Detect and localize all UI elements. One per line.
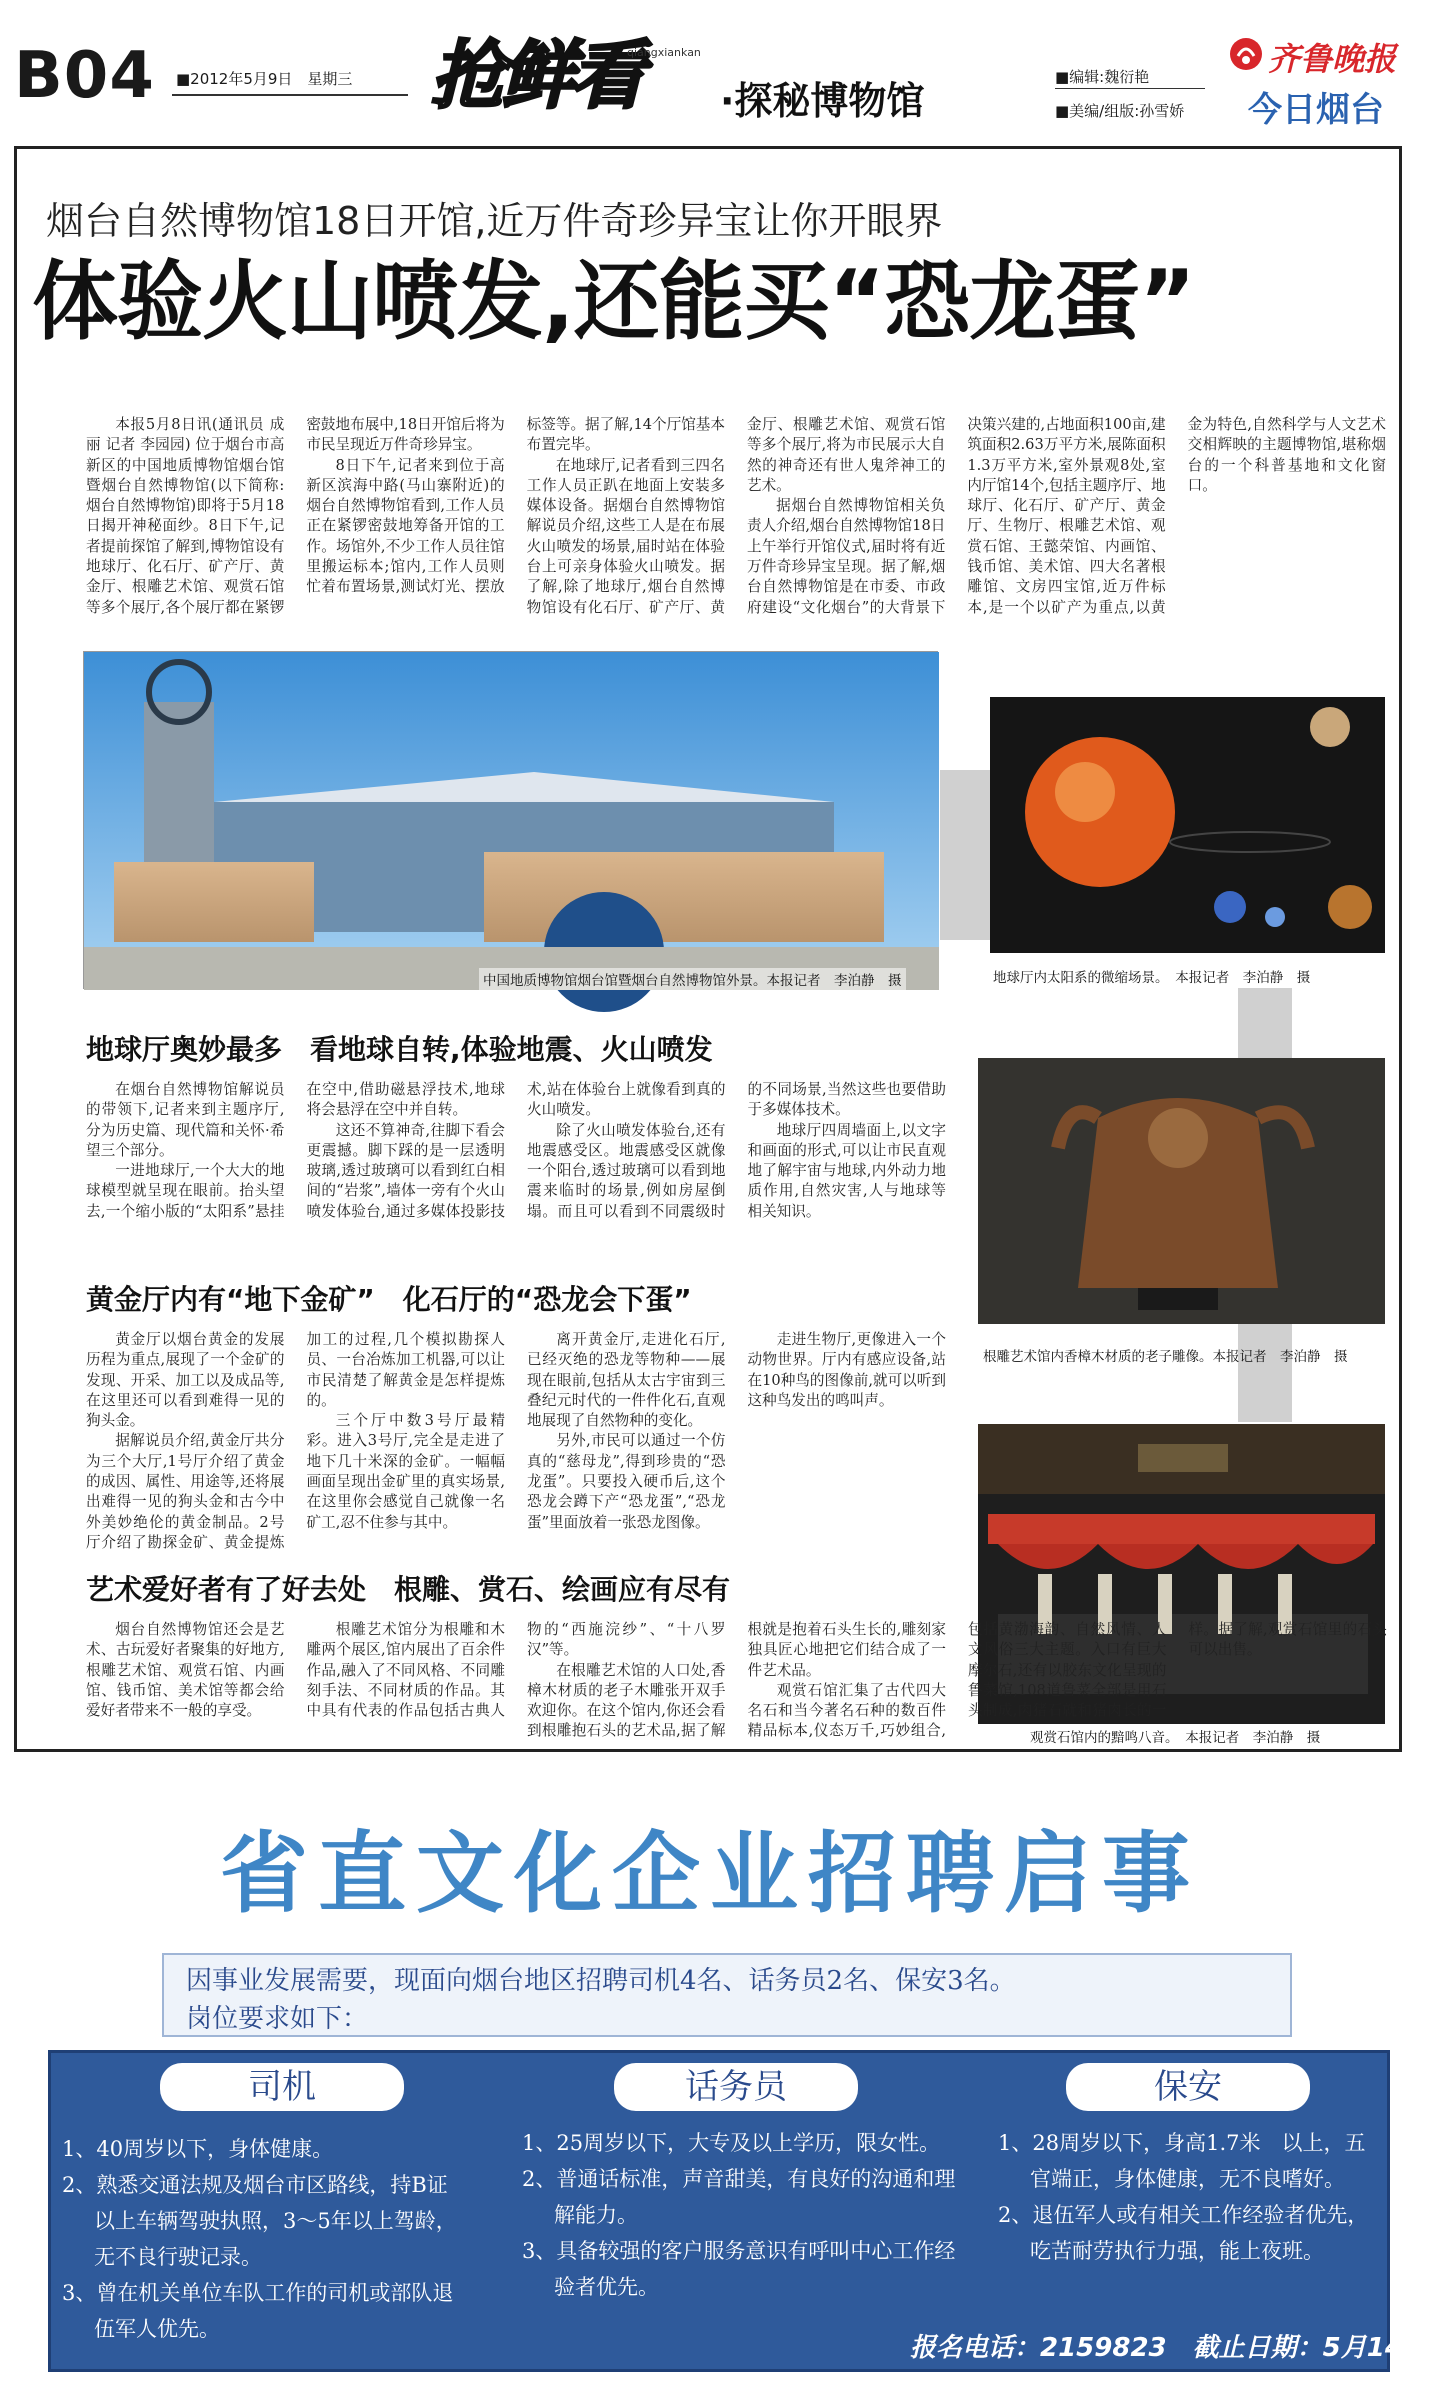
guard-requirements <box>998 2125 1380 2269</box>
driver-heading: 司机 <box>160 2063 404 2111</box>
body-paragraph: 除了火山喷发体验台,还有地震感受区。地震感受区就像一个阳台,透过玻璃可以看到地震来临时的场景,例如房屋倒塌。而且可以看到不同震级时的不同场景,当然这些也要借助于多媒体技术。 <box>527 1081 946 1220</box>
ad-intro-line1: 因事业发展需要，现面向烟台地区招聘司机4名、话务员2名、保安3名。 <box>186 1966 1016 1996</box>
edition-name: 今日烟台 <box>1248 90 1384 130</box>
paper-logo <box>1228 32 1403 78</box>
body-paragraph: 地球厅四周墙面上,以文字和画面的形式,可以让市民直观地了解宇宙与地球,内外动力地质作用,自然灾害,人与地球等相关知识。 <box>747 1121 946 1220</box>
photo-caption: 根雕艺术馆内香樟木材质的老子雕像。本报记者 李泊静 摄 <box>983 1349 1348 1365</box>
article-headline: 体验火山喷发,还能买“恐龙蛋” <box>32 252 1195 352</box>
photo-caption: 中国地质博物馆烟台馆暨烟台自然博物馆外景。本报记者 李泊静 摄 <box>479 968 906 990</box>
solar-system-photo <box>990 697 1385 953</box>
credit-rule <box>1055 88 1205 89</box>
requirement-item: 3、曾在机关单位车队工作的司机或部队退伍军人优先。 <box>62 2281 454 2341</box>
section1-text <box>86 1080 946 1248</box>
issue-date: ■2012年5月9日 星期三 <box>176 70 353 88</box>
body-paragraph: 另外,市民可以通过一个仿真的“慈母龙”,得到珍贵的“恐龙蛋”。只要投入硬币后,这个恐龙会蹲下产“恐龙蛋”,“恐龙蛋”里面放着一张恐龙图像。 <box>527 1432 726 1531</box>
photo-caption: 观赏石馆内的黯鸣八音。 本报记者 李泊静 摄 <box>1030 1730 1321 1746</box>
body-paragraph: 三个厅中数3号厅最精彩。进入3号厅,完全是走进了地下几十米深的金矿。一幅幅画面呈现出金矿里的真实场景,在这里你会感觉自己就像一名矿工,忍不住参与其中。 <box>306 1412 505 1531</box>
requirement-item: 2、熟悉交通法规及烟台市区路线，持B证以上车辆驾驶执照，3～5年以上驾龄，无不良行驶记录。 <box>62 2173 457 2269</box>
grey-band <box>940 770 990 940</box>
museum-exterior-photo <box>83 651 938 989</box>
operator-requirements <box>522 2125 962 2305</box>
ad-intro-line2: 岗位要求如下： <box>186 2004 369 2034</box>
page-number: B04 <box>14 39 155 113</box>
body-paragraph: 观赏石馆汇集了古代四大名石和当今著名石种的数百件精品标本,仪态万千,巧妙组合,包括黄渤海韵、自然风情、人文风俗三大主题。入口有巨大摩尔石,还有以胶东文化呈现的鲁菜馆,108道鲁菜全部是用石头制成,肉猪石就和猪肉长的一样。据了解,观赏石馆里的石头可以出售。 <box>747 1621 1387 1740</box>
body-paragraph: 这还不算神奇,往脚下看会更震撼。脚下踩的是一层透明玻璃,透过玻璃可以看到红白相间的“岩浆”,墙体一旁有个火山喷发体验台,通过多媒体投影技术,站在体验台上就像看到真的火山喷发。 <box>306 1081 726 1220</box>
laozi-carving-illustration <box>978 1058 1385 1324</box>
recruitment-ad <box>14 1805 1429 2378</box>
ad-contact: 报名电话：2159823 截止日期：5月14日 <box>910 2333 1429 2363</box>
intro-paragraph: 在地球厅,记者看到三四名工作人员正趴在地面上安装多媒体设备。据烟台自然博物馆解说员介绍,这些工人是在布展火山喷发的场景,届时站在体验台上可亲身体验火山喷发。据了解,除了地球厅,烟台自然博物馆设有化石厅、矿产厅、黄金厅、根雕艺术馆、观赏石馆等多个展厅,将为市民展示大自然的神奇还有世人鬼斧神工的艺术。 <box>526 416 946 616</box>
intro-paragraph: 8日下午,记者来到位于高新区滨海中路(马山寨附近)的烟台自然博物馆看到,工作人员正在紧锣密鼓地筹备开馆的工作。场馆外,不少工作人员往馆里搬运标本;馆内,工作人员则忙着布置场景,测试灯光、摆放标签等。据了解,14个厅馆基本布置完毕。 <box>306 416 725 596</box>
brand-logo-text: 抢鲜看 <box>431 33 641 119</box>
article-kicker: 烟台自然博物馆18日开馆,近万件奇珍异宝让你开眼界 <box>46 199 943 243</box>
requirement-item: 1、25周岁以下，大专及以上学历，限女性。 <box>522 2131 941 2155</box>
body-paragraph: 离开黄金厅,走进化石厅,已经灭绝的恐龙等物种——展现在眼前,包括从太古宇宙到三叠纪元时代的一件件化石,直观地展现了自然物种的变化。 <box>527 1331 726 1430</box>
body-paragraph: 一进地球厅,一个大大的地球模型就呈现在眼前。抬头望去,一个缩小版的“太阳系”悬挂在空中,借助磁悬浮技术,地球将会悬浮在空中并自转。 <box>86 1081 505 1220</box>
body-paragraph: 烟台自然博物馆还会是艺术、古玩爱好者聚集的好地方,根雕艺术馆、观赏石馆、内画馆、钱币馆、美术馆等都会给爱好者带来不一般的享受。 <box>86 1621 285 1720</box>
intro-paragraph: 本报5月8日讯(通讯员 成丽 记者 李园园) 位于烟台市高新区的中国地质博物馆烟台馆暨烟台自然博物馆(以下简称:烟台自然博物馆)即将于5月18日揭开神秘面纱。8日下午,记者提前探馆了解到,博物馆设有地球厅、化石厅、矿产厅、黄金厅、根雕艺术馆、观赏石馆等多个展厅,各个展厅都在紧锣密鼓地布展中,18日开馆后将为市民呈现近万件奇珍异宝。 <box>86 416 505 616</box>
body-paragraph: 在烟台自然博物馆解说员的带领下,记者来到主题序厅,分为历史篇、现代篇和关怀·希望三个部分。 <box>86 1081 285 1159</box>
brand-logo <box>425 30 725 120</box>
requirement-item: 1、28周岁以下，身高1.7米 以上，五官端正，身体健康，无不良嗜好。 <box>998 2131 1366 2191</box>
laozi-carving-photo <box>978 1058 1385 1324</box>
body-paragraph: 黄金厅以烟台黄金的发展历程为重点,展现了一个金矿的发现、开采、加工以及成品等,在这里还可以看到难得一见的狗头金。 <box>86 1331 285 1430</box>
ad-title: 省直文化企业招聘启事 <box>219 1822 1200 1925</box>
editor-credit: ■编辑:魏衍艳 <box>1055 68 1150 86</box>
operator-heading: 话务员 <box>614 2063 858 2111</box>
body-paragraph: 走进生物厅,更像进入一个动物世界。厅内有感应设备,站在10种鸟的图像前,就可以听到这种鸟发出的鸣叫声。 <box>747 1331 946 1409</box>
brand-pinyin: qiangxiankan <box>627 46 701 59</box>
driver-requirements <box>62 2131 467 2347</box>
paper-name: 齐鲁晚报 <box>1268 40 1397 78</box>
section2-text <box>86 1330 946 1558</box>
section-heading: 黄金厅内有“地下金矿” 化石厅的“恐龙会下蛋” <box>86 1283 692 1316</box>
guard-heading: 保安 <box>1066 2063 1310 2111</box>
requirement-item: 2、普通话标准，声音甜美，有良好的沟通和理解能力。 <box>522 2167 956 2227</box>
paper-logo-icon <box>1228 36 1264 72</box>
requirement-item: 2、退伍军人或有相关工作经验者优先，吃苦耐劳执行力强，能上夜班。 <box>998 2203 1369 2263</box>
designer-credit: ■美编/组版:孙雪娇 <box>1055 102 1185 120</box>
section-name: ·探秘博物馆 <box>720 79 925 123</box>
museum-exterior-illustration <box>84 652 939 990</box>
body-paragraph: 根雕艺术馆分为根雕和木雕两个展区,馆内展出了百余件作品,融入了不同风格、不同雕刻手法、不同材质的作品。其中具有代表的作品包括古典人物的“西施浣纱”、“十八罗汉”等。 <box>306 1621 726 1720</box>
intro-text <box>86 415 1386 621</box>
photo-caption: 地球厅内太阳系的微缩场景。 本报记者 李泊静 摄 <box>993 970 1311 986</box>
section-heading: 地球厅奥妙最多 看地球自转,体验地震、火山喷发 <box>86 1033 713 1066</box>
requirement-item: 1、40周岁以下，身体健康。 <box>62 2137 334 2161</box>
requirement-item: 3、具备较强的客户服务意识有呼叫中心工作经验者优先。 <box>522 2239 956 2299</box>
intro-paragraph: 据烟台自然博物馆相关负责人介绍,烟台自然博物馆18日上午举行开馆仪式,届时将有近万件奇珍异宝呈现。据了解,烟台自然博物馆是在市委、市政府建设“文化烟台”的大背景下决策兴建的,占地面积100亩,建筑面积2.63万平方米,展陈面积1.3万平方米,室外景观8处,室内厅馆14个,包括主题序厅、地球厅、化石厅、矿产厅、黄金厅、生物厅、根雕艺术馆、观赏石馆、王懿荣馆、内画馆、钱币馆、美术馆、四大名著根雕馆、文房四宝馆,近万件标本,是一个以矿产为重点,以黄金为特色,自然科学与人文艺术交相辉映的主题博物馆,堪称烟台的一个科普基地和文化窗口。 <box>746 416 1386 616</box>
solar-system-illustration <box>990 697 1385 953</box>
section-heading: 艺术爱好者有了好去处 根雕、赏石、绘画应有尽有 <box>86 1573 731 1606</box>
header-rule <box>172 94 408 96</box>
body-paragraph: 据解说员介绍,黄金厅共分为三个大厅,1号厅介绍了黄金的成因、属性、用途等,还将展出难得一见的狗头金和古今中外美妙绝伦的黄金制品。2号厅介绍了勘探金矿、黄金提炼加工的过程,几个模拟勘探人员、一台冶炼加工机器,可以让市民清楚了解黄金是怎样提炼的。 <box>86 1331 505 1551</box>
body-paragraph: 在根雕艺术馆的人口处,香樟木材质的老子木雕张开双手欢迎你。在这个馆内,你还会看到根雕抱石头的艺术品,据了解根就是抱着石头生长的,雕刻家独具匠心地把它们结合成了一件艺术品。 <box>527 1621 946 1740</box>
